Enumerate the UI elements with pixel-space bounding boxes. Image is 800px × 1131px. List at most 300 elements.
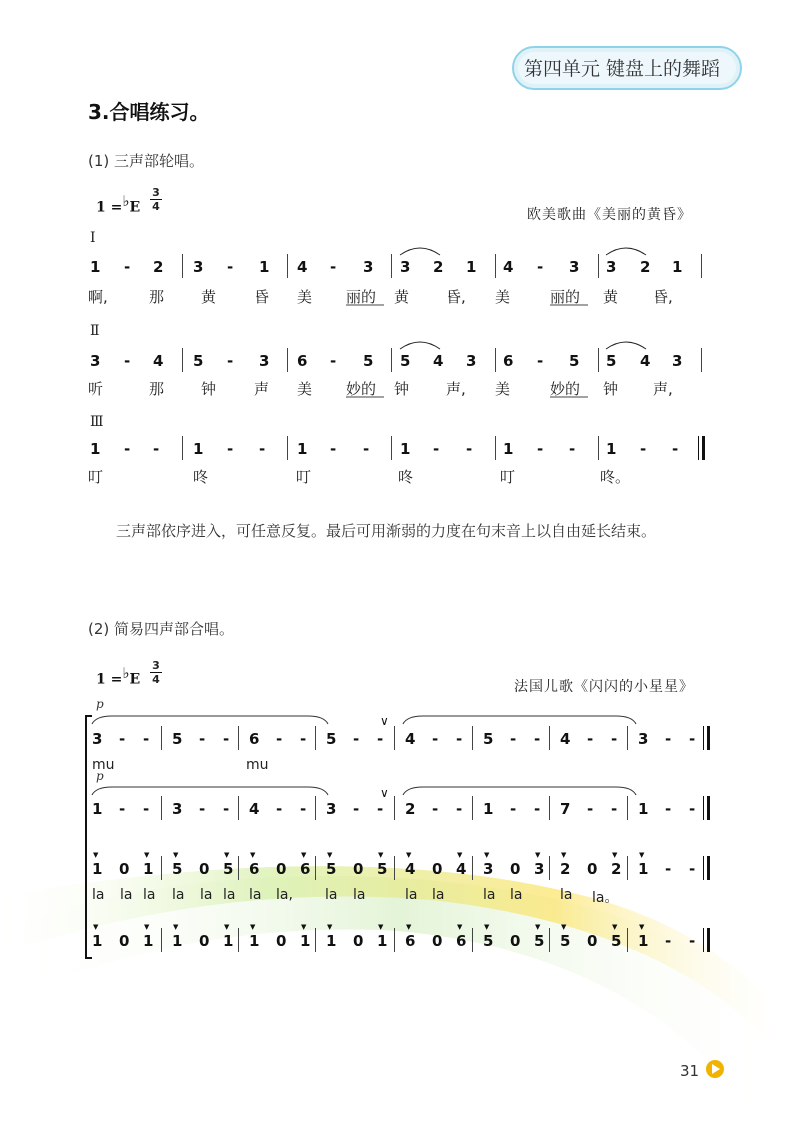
note: 3 xyxy=(569,258,580,276)
note: - xyxy=(665,932,672,950)
accent-mark: ▼ xyxy=(301,851,307,859)
lyric: la xyxy=(432,887,445,903)
key-letter: E xyxy=(129,199,141,216)
barline xyxy=(315,796,316,820)
part1-label: (1) 三声部轮唱。 xyxy=(88,152,205,170)
note: 2 xyxy=(640,258,651,276)
accent-mark: ▼ xyxy=(173,851,179,859)
note: - xyxy=(124,258,131,276)
part2-key-signature xyxy=(96,664,140,688)
note: 5 xyxy=(223,860,234,878)
note: 6 xyxy=(456,932,467,950)
final-barline xyxy=(698,436,699,460)
note: - xyxy=(587,800,594,818)
note: - xyxy=(330,258,337,276)
note: - xyxy=(432,730,439,748)
barline xyxy=(238,856,239,880)
barline xyxy=(182,254,183,278)
breath-mark: ∨ xyxy=(380,714,389,728)
note: 0 xyxy=(353,860,364,878)
barline xyxy=(391,436,392,460)
barline xyxy=(394,856,395,880)
accent-mark: ▼ xyxy=(327,923,333,931)
note: 1 xyxy=(503,440,514,458)
note: 4 xyxy=(560,730,571,748)
note: 0 xyxy=(119,860,130,878)
lyric: 声 xyxy=(254,380,270,398)
note: 3 xyxy=(638,730,649,748)
note: - xyxy=(569,440,576,458)
note: 1 xyxy=(326,932,337,950)
note: 4 xyxy=(640,352,651,370)
note: 2 xyxy=(405,800,416,818)
note: - xyxy=(689,860,696,878)
meter-bottom: 4 xyxy=(152,673,160,686)
final-barline xyxy=(707,796,710,820)
barline xyxy=(238,726,239,750)
note: 3 xyxy=(672,352,683,370)
barline xyxy=(549,856,550,880)
part2-source: 法国儿歌《闪闪的小星星》 xyxy=(514,679,694,695)
barline xyxy=(627,726,628,750)
barline xyxy=(315,726,316,750)
note: - xyxy=(223,800,230,818)
barline xyxy=(182,436,183,460)
note: 5 xyxy=(534,932,545,950)
accent-mark: ▼ xyxy=(224,851,230,859)
note: 5 xyxy=(377,860,388,878)
lyric: mu xyxy=(92,757,115,773)
barline xyxy=(161,856,162,880)
lyric: mu xyxy=(246,757,269,773)
accent-mark: ▼ xyxy=(612,923,618,931)
note: 5 xyxy=(172,860,183,878)
final-barline xyxy=(703,726,704,750)
lyric: 咚 xyxy=(398,468,414,486)
note: 3 xyxy=(193,258,204,276)
play-icon xyxy=(706,1060,724,1078)
lyric: la xyxy=(143,887,156,903)
barline xyxy=(182,348,183,372)
lyric: 叮 xyxy=(296,468,312,486)
note: 3 xyxy=(400,258,411,276)
note: - xyxy=(377,730,384,748)
note: 5 xyxy=(326,730,337,748)
accent-mark: ▼ xyxy=(535,851,541,859)
accent-mark: ▼ xyxy=(144,923,150,931)
note: - xyxy=(665,860,672,878)
note: - xyxy=(353,800,360,818)
lyric: la xyxy=(483,887,496,903)
lyric: 美 xyxy=(495,288,511,306)
lyric: 那 xyxy=(149,380,165,398)
accent-mark: ▼ xyxy=(250,851,256,859)
note: - xyxy=(124,440,131,458)
part2-time-signature xyxy=(150,660,162,685)
note: 6 xyxy=(249,730,260,748)
accent-mark: ▼ xyxy=(173,923,179,931)
note: 5 xyxy=(193,352,204,370)
note: 1 xyxy=(92,860,103,878)
lyric: 昏, xyxy=(446,288,466,306)
note: - xyxy=(353,730,360,748)
note: 6 xyxy=(405,932,416,950)
note: 0 xyxy=(276,932,287,950)
note: - xyxy=(665,730,672,748)
lyric: la xyxy=(353,887,366,903)
note: 5 xyxy=(363,352,374,370)
barline xyxy=(391,254,392,278)
note: 0 xyxy=(510,860,521,878)
note: - xyxy=(510,800,517,818)
note: - xyxy=(611,800,618,818)
note: - xyxy=(199,730,206,748)
note: 1 xyxy=(672,258,683,276)
note: 4 xyxy=(405,860,416,878)
barline xyxy=(161,796,162,820)
note: 3 xyxy=(363,258,374,276)
breath-mark: ∨ xyxy=(380,786,389,800)
lyric: 黄 xyxy=(603,288,619,306)
dynamic-marking: p xyxy=(96,697,104,711)
lyric: 昏 xyxy=(254,288,270,306)
lyric: la xyxy=(223,887,236,903)
note: 4 xyxy=(297,258,308,276)
final-barline xyxy=(703,796,704,820)
part1-instruction: 三声部依序进入，可任意反复。最后可用渐弱的力度在句末音上以自由延长结束。 xyxy=(116,522,657,540)
note: 7 xyxy=(560,800,571,818)
note: 3 xyxy=(606,258,617,276)
note: 1 xyxy=(92,932,103,950)
note: 1 xyxy=(143,932,154,950)
lyric: la。 xyxy=(592,890,619,906)
note: 2 xyxy=(433,258,444,276)
accent-mark: ▼ xyxy=(144,851,150,859)
barline xyxy=(495,348,496,372)
lyric: 钟 xyxy=(394,380,410,398)
lyric: 黄 xyxy=(394,288,410,306)
barline xyxy=(287,348,288,372)
part1-source: 欧美歌曲《美丽的黄昏》 xyxy=(527,207,692,223)
barline xyxy=(161,726,162,750)
note: - xyxy=(537,352,544,370)
barline xyxy=(598,348,599,372)
final-barline xyxy=(707,726,710,750)
note: 5 xyxy=(569,352,580,370)
accent-mark: ▼ xyxy=(535,923,541,931)
note: - xyxy=(363,440,370,458)
key-prefix: 1 = xyxy=(96,671,123,688)
voice-number: Ⅰ xyxy=(90,230,96,246)
note: 6 xyxy=(300,860,311,878)
note: - xyxy=(534,800,541,818)
lyric: 叮 xyxy=(88,468,104,486)
accent-mark: ▼ xyxy=(93,851,99,859)
barline xyxy=(315,856,316,880)
note: - xyxy=(456,730,463,748)
accent-mark: ▼ xyxy=(301,923,307,931)
lyric: 声, xyxy=(446,380,466,398)
note: - xyxy=(119,800,126,818)
note: - xyxy=(537,440,544,458)
voice-number: Ⅱ xyxy=(90,323,100,339)
note: 3 xyxy=(90,352,101,370)
barline xyxy=(701,254,702,278)
note: 4 xyxy=(433,352,444,370)
final-barline xyxy=(703,856,704,880)
note: 4 xyxy=(153,352,164,370)
barline xyxy=(549,928,550,952)
note: - xyxy=(330,440,337,458)
accent-mark: ▼ xyxy=(561,923,567,931)
voice-number: Ⅲ xyxy=(90,414,104,430)
barline xyxy=(598,254,599,278)
note: 0 xyxy=(119,932,130,950)
lyric: 那 xyxy=(149,288,165,306)
note: - xyxy=(689,932,696,950)
barline xyxy=(495,436,496,460)
accent-mark: ▼ xyxy=(327,851,333,859)
note: 3 xyxy=(483,860,494,878)
note: 4 xyxy=(456,860,467,878)
barline xyxy=(549,726,550,750)
note: 1 xyxy=(193,440,204,458)
lyric: 咚。 xyxy=(600,468,631,486)
barline xyxy=(472,856,473,880)
accent-mark: ▼ xyxy=(93,923,99,931)
final-barline xyxy=(707,856,710,880)
note: 1 xyxy=(300,932,311,950)
meter-top: 3 xyxy=(152,659,160,672)
note: 1 xyxy=(638,800,649,818)
note: 4 xyxy=(405,730,416,748)
note: 0 xyxy=(510,932,521,950)
note: 0 xyxy=(432,932,443,950)
lyric: la xyxy=(92,887,105,903)
barline xyxy=(287,254,288,278)
lyric: 妙的 xyxy=(346,380,377,398)
lyric: 声, xyxy=(653,380,673,398)
note: - xyxy=(377,800,384,818)
note: 1 xyxy=(90,440,101,458)
barline xyxy=(472,796,473,820)
note: - xyxy=(689,800,696,818)
note: - xyxy=(611,730,618,748)
barline xyxy=(238,928,239,952)
lyric: 啊, xyxy=(88,288,108,306)
lyric: 妙的 xyxy=(550,380,581,398)
lyric: 咚 xyxy=(193,468,209,486)
note: - xyxy=(276,730,283,748)
note: 5 xyxy=(483,730,494,748)
barline xyxy=(472,928,473,952)
note: 2 xyxy=(611,860,622,878)
note: 1 xyxy=(90,258,101,276)
note: - xyxy=(466,440,473,458)
page-number: 31 xyxy=(680,1062,700,1080)
accent-mark: ▼ xyxy=(484,851,490,859)
note: - xyxy=(300,730,307,748)
note: 3 xyxy=(172,800,183,818)
note: 1 xyxy=(606,440,617,458)
note: 5 xyxy=(606,352,617,370)
note: 1 xyxy=(297,440,308,458)
lyric: la xyxy=(405,887,418,903)
meter-top: 3 xyxy=(152,186,160,199)
note: 4 xyxy=(503,258,514,276)
accent-mark: ▼ xyxy=(406,851,412,859)
note: 0 xyxy=(199,860,210,878)
note: - xyxy=(456,800,463,818)
note: 1 xyxy=(400,440,411,458)
key-prefix: 1 = xyxy=(96,199,123,216)
lyric: 美 xyxy=(297,288,313,306)
barline xyxy=(394,796,395,820)
barline xyxy=(627,856,628,880)
note: 3 xyxy=(92,730,103,748)
note: 3 xyxy=(534,860,545,878)
accent-mark: ▼ xyxy=(457,923,463,931)
barline xyxy=(287,436,288,460)
barline xyxy=(627,796,628,820)
barline xyxy=(238,796,239,820)
unit-title: 第四单元 键盘上的舞蹈 xyxy=(524,58,721,80)
note: - xyxy=(432,800,439,818)
note: - xyxy=(259,440,266,458)
lyric: la xyxy=(560,887,573,903)
note: 5 xyxy=(483,932,494,950)
note: 5 xyxy=(326,860,337,878)
note: - xyxy=(276,800,283,818)
lyric: 美 xyxy=(297,380,313,398)
barline xyxy=(391,348,392,372)
note: 6 xyxy=(503,352,514,370)
flat-sign: ♭ xyxy=(122,192,130,210)
note: - xyxy=(640,440,647,458)
lyric: 钟 xyxy=(603,380,619,398)
lyric: la, xyxy=(276,887,293,903)
barline xyxy=(472,726,473,750)
note: - xyxy=(672,440,679,458)
lyric: 叮 xyxy=(500,468,516,486)
accent-mark: ▼ xyxy=(612,851,618,859)
accent-mark: ▼ xyxy=(639,851,645,859)
note: - xyxy=(510,730,517,748)
lyric: 丽的 xyxy=(550,288,581,306)
note: 2 xyxy=(153,258,164,276)
final-barline xyxy=(707,928,710,952)
note: - xyxy=(124,352,131,370)
note: 5 xyxy=(400,352,411,370)
accent-mark: ▼ xyxy=(639,923,645,931)
note: 1 xyxy=(638,860,649,878)
lyric: 听 xyxy=(88,380,104,398)
note: 1 xyxy=(92,800,103,818)
accent-mark: ▼ xyxy=(250,923,256,931)
note: 6 xyxy=(297,352,308,370)
final-barline xyxy=(702,436,705,460)
note: - xyxy=(330,352,337,370)
barline xyxy=(495,254,496,278)
note: 1 xyxy=(466,258,477,276)
dynamic-marking: p xyxy=(96,769,104,783)
accent-mark: ▼ xyxy=(406,923,412,931)
note: 1 xyxy=(377,932,388,950)
barline xyxy=(627,928,628,952)
note: 6 xyxy=(249,860,260,878)
barline xyxy=(598,436,599,460)
note: 1 xyxy=(172,932,183,950)
note: 1 xyxy=(249,932,260,950)
lyric: 钟 xyxy=(201,380,217,398)
flat-sign: ♭ xyxy=(122,664,130,682)
note: - xyxy=(433,440,440,458)
note: 1 xyxy=(143,860,154,878)
lyric: 黄 xyxy=(201,288,217,306)
key-letter: E xyxy=(129,671,141,688)
barline xyxy=(394,928,395,952)
accent-mark: ▼ xyxy=(378,851,384,859)
lyric: 丽的 xyxy=(346,288,377,306)
barline xyxy=(315,928,316,952)
lyric: la xyxy=(325,887,338,903)
note: 3 xyxy=(259,352,270,370)
note: - xyxy=(665,800,672,818)
note: 0 xyxy=(276,860,287,878)
note: - xyxy=(199,800,206,818)
lyric: la xyxy=(249,887,262,903)
part1-time-signature xyxy=(150,187,162,212)
note: 0 xyxy=(432,860,443,878)
note: - xyxy=(227,440,234,458)
part2-label: (2) 简易四声部合唱。 xyxy=(88,620,235,638)
note: 1 xyxy=(638,932,649,950)
note: 5 xyxy=(560,932,571,950)
note: 0 xyxy=(587,932,598,950)
accent-mark: ▼ xyxy=(378,923,384,931)
note: 1 xyxy=(483,800,494,818)
note: 0 xyxy=(587,860,598,878)
note: - xyxy=(534,730,541,748)
lyric: la xyxy=(172,887,185,903)
accent-mark: ▼ xyxy=(457,851,463,859)
note: - xyxy=(119,730,126,748)
note: - xyxy=(227,352,234,370)
note: - xyxy=(153,440,160,458)
note: - xyxy=(143,800,150,818)
accent-mark: ▼ xyxy=(224,923,230,931)
final-barline xyxy=(703,928,704,952)
note: - xyxy=(223,730,230,748)
accent-mark: ▼ xyxy=(561,851,567,859)
note: 4 xyxy=(249,800,260,818)
note: - xyxy=(227,258,234,276)
barline xyxy=(161,928,162,952)
note: 0 xyxy=(353,932,364,950)
lyric: la xyxy=(120,887,133,903)
note: 2 xyxy=(560,860,571,878)
note: 0 xyxy=(199,932,210,950)
note: 1 xyxy=(223,932,234,950)
note: 5 xyxy=(172,730,183,748)
note: - xyxy=(300,800,307,818)
note: 3 xyxy=(466,352,477,370)
accent-mark: ▼ xyxy=(484,923,490,931)
section-title: 3.合唱练习。 xyxy=(88,100,210,124)
barline xyxy=(394,726,395,750)
note: - xyxy=(537,258,544,276)
lyric: 昏, xyxy=(653,288,673,306)
